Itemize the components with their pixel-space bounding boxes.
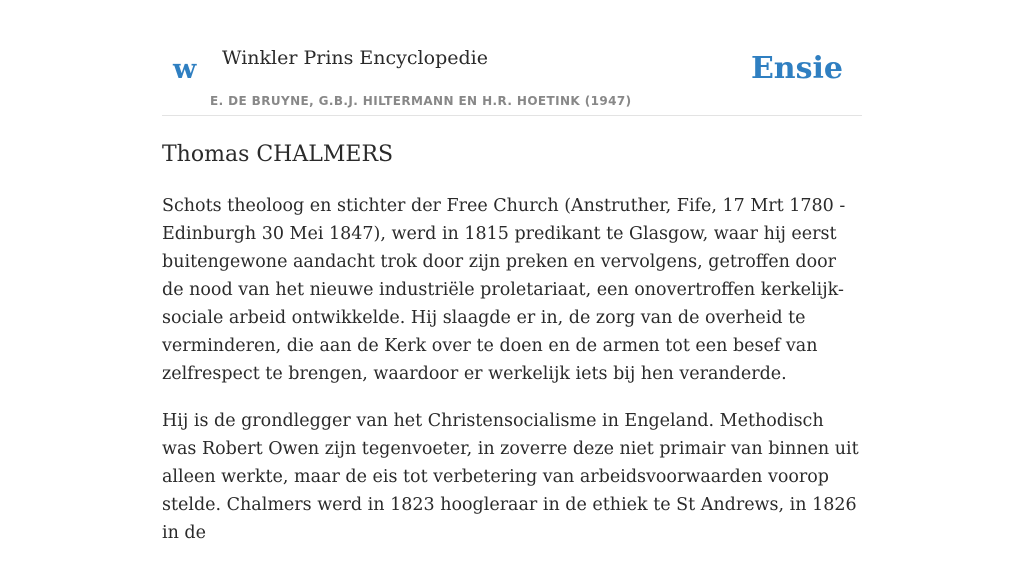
page — [162, 0, 862, 543]
article-body — [162, 192, 862, 566]
header — [162, 0, 862, 116]
brand-logo-link[interactable]: Ensie — [750, 51, 843, 86]
publication-authors: E. DE BRUYNE, G.B.J. HILTERMANN EN H.R. HOETINK (1947) — [210, 94, 632, 108]
article-title: Thomas CHALMERS — [162, 142, 394, 167]
publication-title[interactable]: Winkler Prins Encyclopedie — [222, 47, 488, 69]
publication-logo[interactable]: w — [173, 54, 197, 85]
article-paragraph-1: Schots theoloog en stichter der Free Church (Anstruther, Fife, 17 Mrt 1780 - Edinburgh 30 Mei 1847), werd in 1815 predikant te Glasgow, waar hij eerst buitengewone aandacht trok door zijn preken en vervolgens, getroffen door de nood van het nieuwe industriële proletariaat, een onovertroffen kerkelijk-sociale arbeid ontwikkelde. Hij slaagde er in, de zorg van de overheid te verminderen, die aan de Kerk over te doen en de armen tot een besef van zelfrespect te brengen, waardoor er werkelijk iets bij hen veranderde. — [162, 196, 846, 384]
article-paragraph-2: Hij is de grondlegger van het Christensocialisme in Engeland. Methodisch was Robert Owen zijn tegenvoeter, in zoverre deze niet primair van binnen uit alleen werkte, maar de eis tot verbetering van arbeidsvoorwaarden voorop stelde. Chalmers werd in 1823 hoogleraar in de ethiek te St Andrews, in 1826 in de — [162, 411, 859, 543]
